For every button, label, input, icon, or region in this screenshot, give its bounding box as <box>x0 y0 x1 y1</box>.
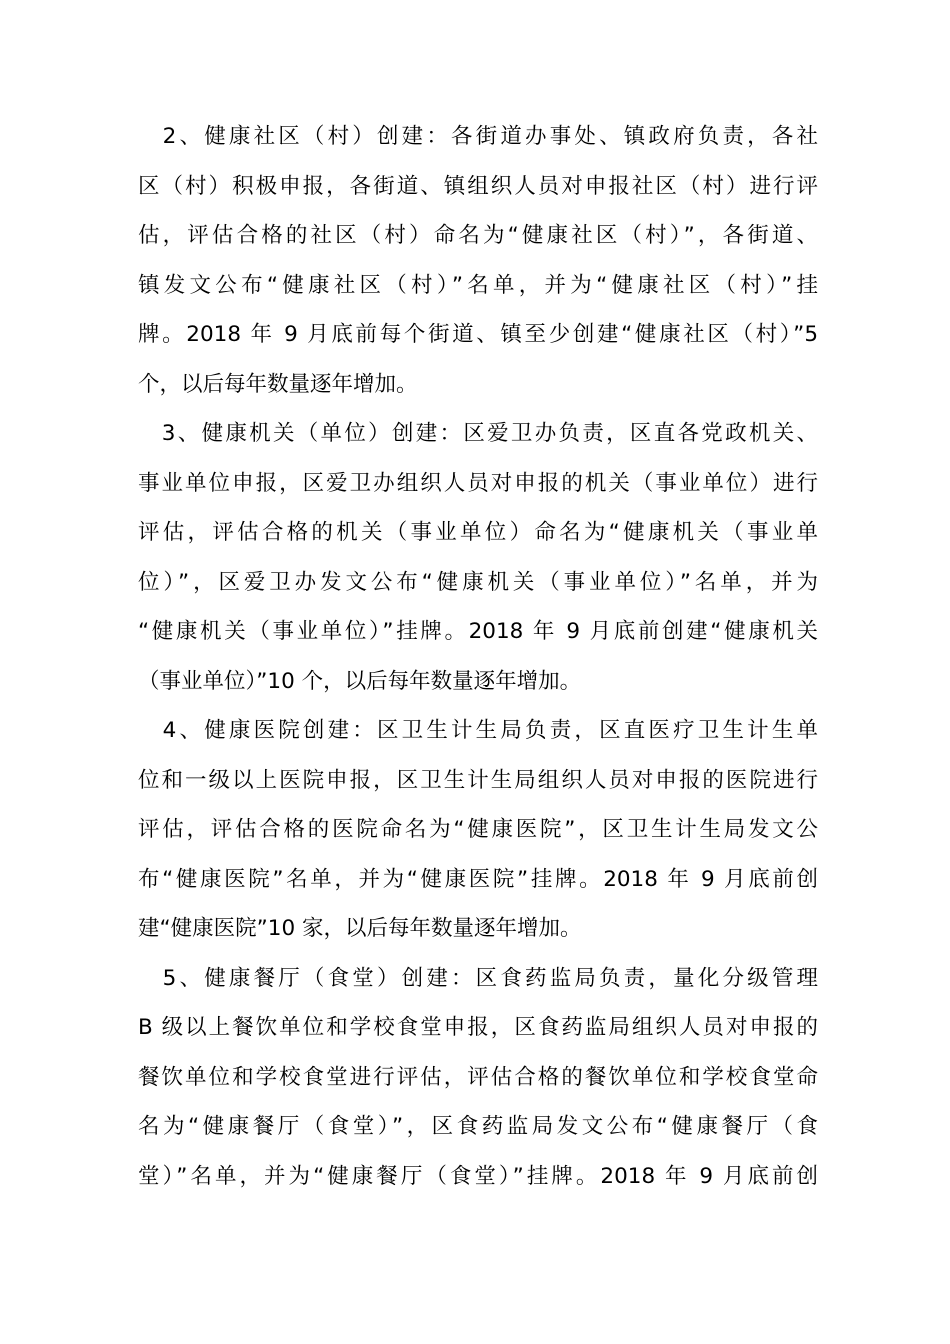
text-line: 牌。2018 年 9 月底前每个街道、镇至少创建“健康社区（村）”5 <box>138 322 818 347</box>
text-line: 建“健康医院”10 家，以后每年数量逐年增加。 <box>138 916 582 941</box>
paragraph-healthy-canteen <box>138 954 818 1202</box>
text-line: 2、健康社区（村）创建：各街道办事处、镇政府负责，各社 <box>138 124 818 149</box>
text-line: 4、健康医院创建：区卫生计生局负责，区直医疗卫生计生单 <box>138 718 818 743</box>
text-line: 评估，评估合格的机关（事业单位）命名为“健康机关（事业单 <box>138 520 818 545</box>
text-line: 镇发文公布“健康社区（村）”名单，并为“健康社区（村）”挂 <box>138 272 818 298</box>
text-line: 5、健康餐厅（食堂）创建：区食药监局负责，量化分级管理 <box>138 965 818 991</box>
paragraph-healthy-community <box>138 112 818 409</box>
text-line: 个，以后每年数量逐年增加。 <box>138 371 418 397</box>
text-line: 事业单位申报，区爱卫办组织人员对申报的机关（事业单位）进行 <box>138 470 818 496</box>
text-line: （事业单位）”10 个，以后每年数量逐年增加。 <box>138 668 582 694</box>
text-line: B 级以上餐饮单位和学校食堂申报，区食药监局组织人员对申报的 <box>138 1015 818 1040</box>
document-body <box>138 112 818 1201</box>
text-line: 名为“健康餐厅（食堂）”，区食药监局发文公布“健康餐厅（食 <box>138 1114 818 1139</box>
text-line: 堂）”名单，并为“健康餐厅（食堂）”挂牌。2018 年 9 月底前创 <box>138 1163 818 1189</box>
text-line: 区（村）积极申报，各街道、镇组织人员对申报社区（村）进行评 <box>138 173 818 199</box>
text-line: 餐饮单位和学校食堂进行评估，评估合格的餐饮单位和学校食堂命 <box>138 1064 818 1090</box>
text-line: 位和一级以上医院申报，区卫生计生局组织人员对申报的医院进行 <box>138 767 818 793</box>
text-line: 估，评估合格的社区（村）命名为“健康社区（村）”，各街道、 <box>138 223 818 248</box>
text-line: “健康机关（事业单位）”挂牌。2018 年 9 月底前创建“健康机关 <box>138 619 818 644</box>
text-line: 3、健康机关（单位）创建：区爱卫办负责，区直各党政机关、 <box>138 421 818 446</box>
paragraph-healthy-hospital <box>138 706 818 954</box>
text-line: 评估，评估合格的医院命名为“健康医院”，区卫生计生局发文公 <box>138 817 818 842</box>
text-line: 位）”，区爱卫办发文公布“健康机关（事业单位）”名单，并为 <box>138 569 818 595</box>
paragraph-healthy-agency <box>138 409 818 706</box>
text-line: 布“健康医院”名单，并为“健康医院”挂牌。2018 年 9 月底前创 <box>138 866 818 892</box>
